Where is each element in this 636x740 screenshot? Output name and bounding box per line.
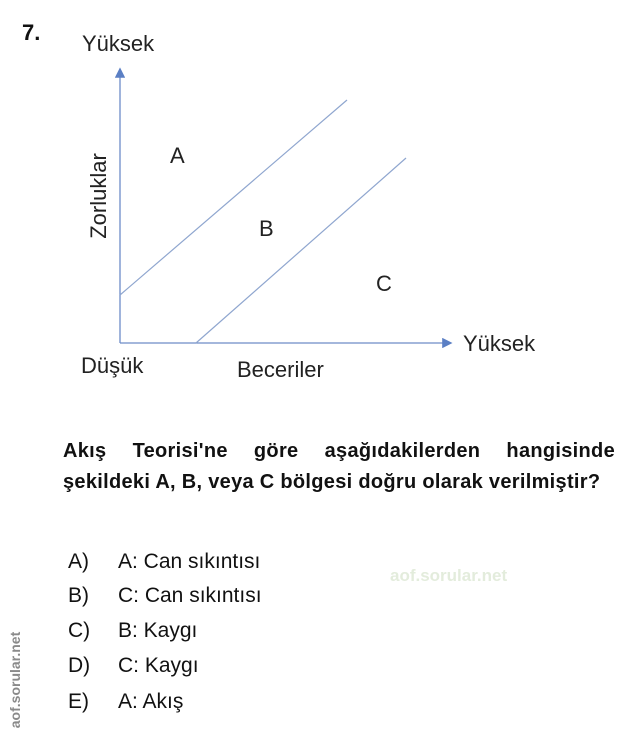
option-letter: C)	[68, 619, 91, 642]
y-axis-label: Zorluklar	[86, 153, 111, 239]
question-text: Akış Teorisi'ne göre aşağıdakilerden hangisinde şekildeki A, B, veya C bölgesi doğru olarak verilmiştir?	[63, 440, 615, 493]
option-b[interactable]	[68, 584, 262, 608]
lower-boundary-line	[196, 158, 406, 343]
x-low-label: Düşük	[81, 353, 144, 378]
option-c[interactable]	[68, 619, 197, 643]
option-e[interactable]	[68, 690, 183, 714]
option-letter: B)	[68, 584, 89, 607]
question-number: 7.	[22, 20, 41, 45]
y-high-label: Yüksek	[82, 31, 155, 56]
option-letter: D)	[68, 654, 91, 677]
watermark-side: aof.sorular.net	[7, 631, 23, 729]
option-text: C: Kaygı	[118, 654, 199, 677]
region-b-label: B	[259, 216, 274, 241]
region-c-label: C	[376, 271, 392, 296]
option-d[interactable]	[68, 654, 199, 678]
region-a-label: A	[170, 143, 185, 168]
option-text: B: Kaygı	[118, 619, 198, 642]
option-text: A: Akış	[118, 690, 184, 713]
option-letter: E)	[68, 690, 89, 713]
upper-boundary-line	[120, 100, 347, 295]
option-a[interactable]	[68, 550, 260, 574]
option-letter: A)	[68, 550, 89, 573]
option-text: A: Can sıkıntısı	[118, 550, 261, 573]
watermark-center: aof.sorular.net	[390, 566, 508, 585]
option-text: C: Can sıkıntısı	[118, 584, 262, 607]
x-high-label: Yüksek	[463, 331, 536, 356]
x-axis-label: Beceriler	[237, 357, 324, 382]
